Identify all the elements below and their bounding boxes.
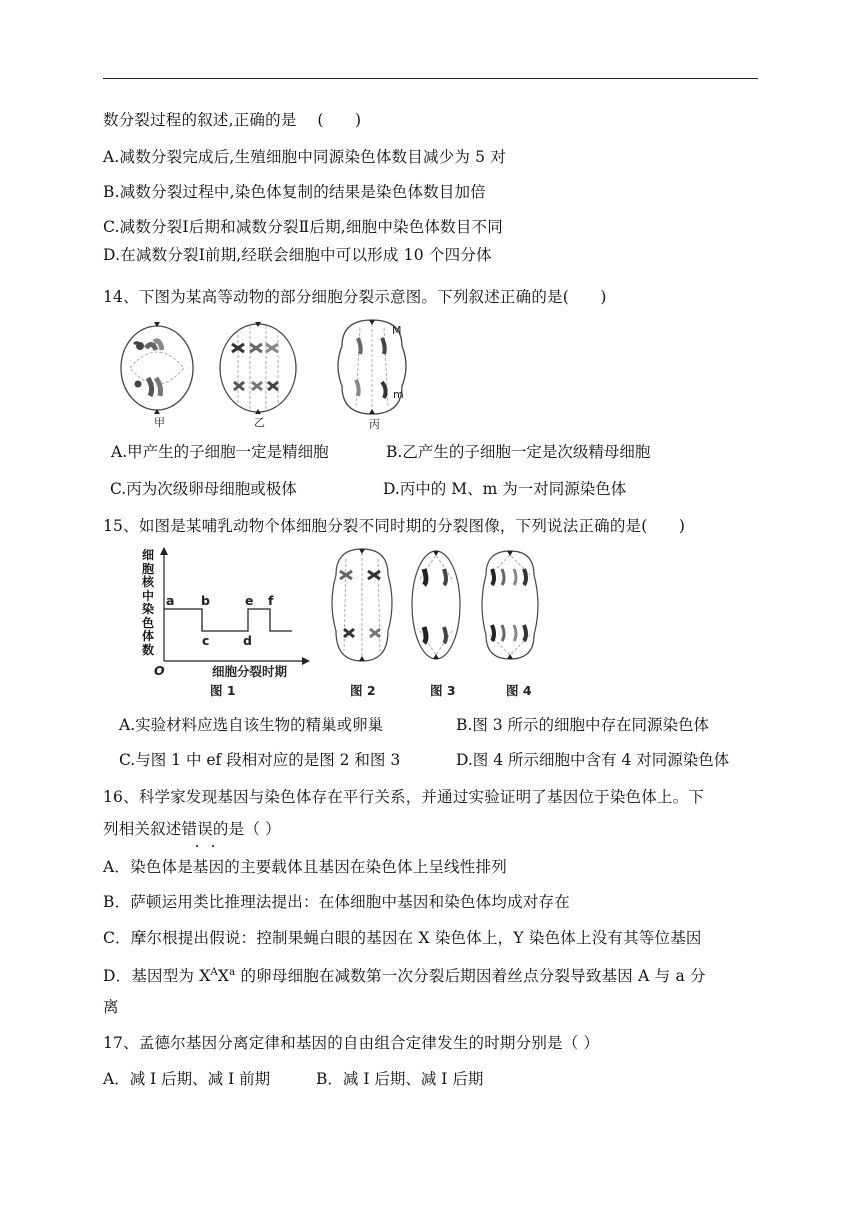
fig-label-jia: 甲: [154, 416, 165, 429]
point-d: d: [243, 633, 252, 648]
q15-option-c[interactable]: C.与图 1 中 ef 段相对应的是图 2 和图 3: [119, 751, 401, 769]
fig3-caption: 图 3: [430, 683, 456, 698]
chromosome-label-M: M: [392, 324, 402, 337]
q16-stem-line1: 16、科学家发现基因与染色体存在平行关系，并通过实验证明了基因位于染色体上。下: [103, 788, 705, 806]
q15-option-a[interactable]: A.实验材料应选自该生物的精巢或卵巢: [119, 716, 384, 734]
fig-label-yi: 乙: [254, 416, 265, 429]
q16-option-d[interactable]: [103, 962, 706, 987]
q16-option-d-pre: D．基因型为 X: [103, 967, 211, 986]
q17-option-b[interactable]: B．减 I 后期、减 I 后期: [316, 1070, 484, 1088]
q16-option-b[interactable]: B．萨顿运用类比推理法提出：在体细胞中基因和染色体均成对存在: [103, 893, 570, 911]
q14-option-c[interactable]: C.丙为次级卵母细胞或极体: [110, 480, 297, 498]
graph-origin: O: [154, 663, 165, 678]
q14-stem: 14、下图为某高等动物的部分细胞分裂示意图。下列叙述正确的是( ): [103, 288, 607, 306]
fig-label-bing: 丙: [369, 418, 380, 431]
q16-option-d-sup1: A: [210, 967, 218, 978]
q14-option-d[interactable]: D.丙中的 M、m 为一对同源染色体: [383, 480, 627, 498]
emphasis-dot: [196, 845, 198, 847]
cell-fig2: [332, 549, 392, 661]
q13-option-a[interactable]: A.减数分裂完成后,生殖细胞中同源染色体数目减少为 5 对: [103, 148, 507, 166]
cell-fig4: [482, 551, 538, 659]
q17-stem: 17、孟德尔基因分离定律和基因的自由组合定律发生的时期分别是（ ）: [103, 1034, 600, 1052]
q14-option-a[interactable]: A.甲产生的子细胞一定是精细胞: [111, 443, 329, 461]
q16-option-d-mid: X: [217, 967, 230, 986]
q16-option-a[interactable]: A．染色体是基因的主要载体且基因在染色体上呈线性排列: [103, 858, 507, 876]
q13-option-b[interactable]: B.减数分裂过程中,染色体复制的结果是染色体数目加倍: [103, 183, 486, 201]
emphasis-dot: [212, 845, 214, 847]
q17-option-a[interactable]: A．减 I 后期、减 I 前期: [103, 1070, 271, 1088]
q16-emphasis-word: 错误: [181, 820, 213, 838]
point-c: c: [202, 633, 210, 648]
fig4-caption: 图 4: [506, 683, 532, 698]
q16-option-d-wrap: 离: [103, 998, 119, 1016]
point-a: a: [166, 593, 175, 608]
q16-stem-line2-pre: 列相关叙述: [103, 820, 182, 838]
q13-stem-tail: 数分裂过程的叙述,正确的是 ( ): [103, 111, 362, 129]
header-rule: [103, 78, 758, 79]
cell-yi: [220, 322, 296, 414]
q16-option-c[interactable]: C．摩尔根提出假说：控制果蝇白眼的基因在 X 染色体上，Y 染色体上没有其等位基因: [103, 929, 702, 947]
q15-option-b[interactable]: B.图 3 所示的细胞中存在同源染色体: [456, 716, 710, 734]
q13-option-c[interactable]: C.减数分裂Ⅰ后期和减数分裂Ⅱ后期,细胞中染色体数目不同: [103, 218, 503, 236]
fig1-caption: 图 1: [210, 683, 236, 698]
q16-option-d-sup2: a: [229, 967, 236, 978]
q14-option-b[interactable]: B.乙产生的子细胞一定是次级精母细胞: [386, 443, 651, 461]
q14-cell-figure: [110, 316, 430, 434]
graph-xlabel: 细胞分裂时期: [212, 664, 288, 679]
cell-fig3: [412, 551, 460, 659]
q16-stem-line2: [103, 818, 281, 840]
fig2-caption: 图 2: [350, 683, 376, 698]
point-f: f: [268, 593, 274, 608]
cell-jia: [121, 322, 193, 414]
q15-stem: 15、如图是某哺乳动物个体细胞分裂不同时期的分裂图像，下列说法正确的是( ): [103, 517, 686, 535]
q13-option-d[interactable]: D.在减数分裂Ⅰ前期,经联会细胞中可以形成 10 个四分体: [103, 246, 492, 264]
q16-stem-line2-post: 的是（ ）: [212, 820, 281, 838]
point-e: e: [245, 593, 254, 608]
graph-ylabel: 细胞核中染色体数: [141, 548, 154, 657]
chromosome-number-graph: [160, 547, 310, 665]
chromosome-label-m: m: [393, 388, 404, 401]
q15-figure: [140, 545, 560, 705]
point-b: b: [201, 593, 210, 608]
q16-option-d-post: 的卵母细胞在减数第一次分裂后期因着丝点分裂导致基因 A 与 a 分: [235, 967, 706, 986]
q15-option-d[interactable]: D.图 4 所示细胞中含有 4 对同源染色体: [456, 751, 730, 769]
